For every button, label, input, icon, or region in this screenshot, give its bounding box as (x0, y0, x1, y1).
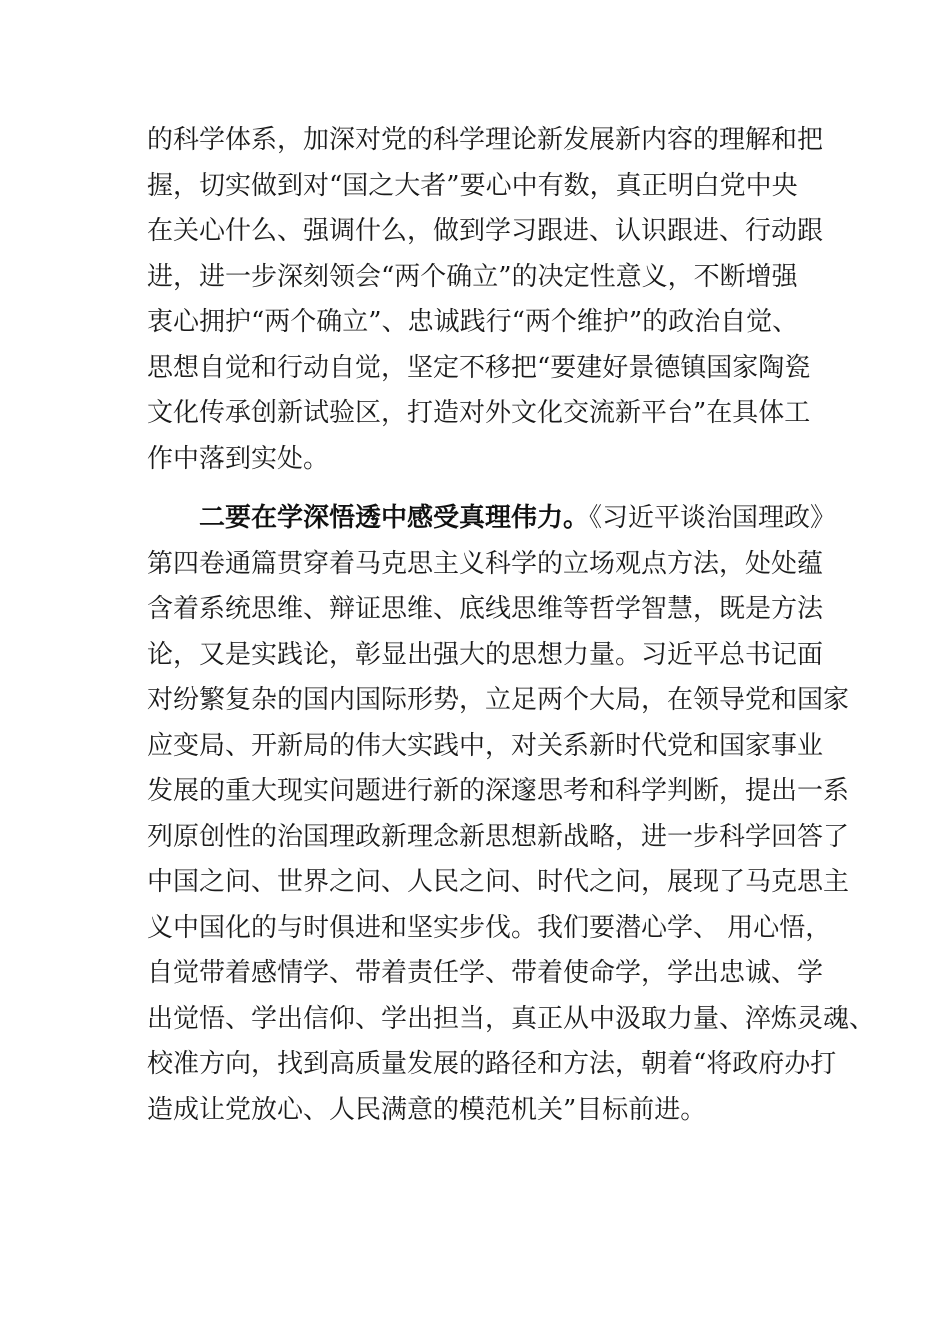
text-line: 论，又是实践论，彰显出强大的思想力量。习近平总书记面 (147, 639, 824, 670)
paragraph-spacer (147, 482, 827, 496)
text-line: 发展的重大现实问题进行新的深邃思考和科学判断，提出一系 (147, 776, 850, 806)
text-line: 义中国化的与时俱进和坚实步伐。我们要潜心学、 用心悟， (147, 912, 832, 943)
text-line: 列原创性的治国理政新理念新思想新战略，进一步科学回答了 (147, 821, 850, 852)
text-line: 衷心拥护“两个确立”、忠诚践行“两个维护”的政治自觉、 (147, 307, 799, 337)
text-line: 握，切实做到对“国之大者”要心中有数，真正明白党中央 (147, 170, 798, 201)
paragraph-1 (147, 118, 827, 482)
text-line: 对纷繁复杂的国内国际形势，立足两个大局，在领导党和国家 (147, 685, 850, 715)
text-line: 造成让党放心、人民满意的模范机关”目标前进。 (147, 1094, 707, 1125)
document-body (147, 118, 876, 1133)
text-line: 第四卷通篇贯穿着马克思主义科学的立场观点方法，处处蕴 (147, 548, 824, 579)
text-line: 文化传承创新试验区，打造对外文化交流新平台”在具体工 (147, 398, 811, 428)
book-title-text: 《习近平谈治国理政》 (589, 503, 837, 533)
text-line: 的科学体系，加深对党的科学理论新发展新内容的理解和把 (147, 125, 824, 155)
section-heading: 二要在学深悟透中感受真理伟力。 (199, 503, 590, 533)
text-line: 含着系统思维、辩证思维、底线思维等哲学智慧，既是方法 (147, 594, 824, 624)
paragraph-2 (147, 496, 876, 1133)
text-line: 作中落到实处。 (147, 443, 330, 474)
text-line: 出觉悟、学出信仰、学出担当，真正从中汲取力量、淬炼灵魂、 (147, 1003, 876, 1034)
text-line: 在关心什么、强调什么，做到学习跟进、认识跟进、行动跟 (147, 216, 824, 246)
text-line: 应变局、开新局的伟大实践中，对关系新时代党和国家事业 (147, 730, 824, 761)
text-line: 思想自觉和行动自觉，坚定不移把“要建好景德镇国家陶瓷 (147, 352, 811, 383)
text-line: 中国之问、世界之问、人民之问、时代之问，展现了马克思主 (147, 867, 850, 897)
text-line: 校准方向，找到高质量发展的路径和方法，朝着“将政府办打 (147, 1049, 837, 1079)
paragraph-2-first-line (147, 496, 837, 542)
text-line: 进，进一步深刻领会“两个确立”的决定性意义，不断增强 (147, 261, 798, 292)
text-line: 自觉带着感情学、带着责任学、带着使命学，学出忠诚、学 (147, 958, 824, 988)
